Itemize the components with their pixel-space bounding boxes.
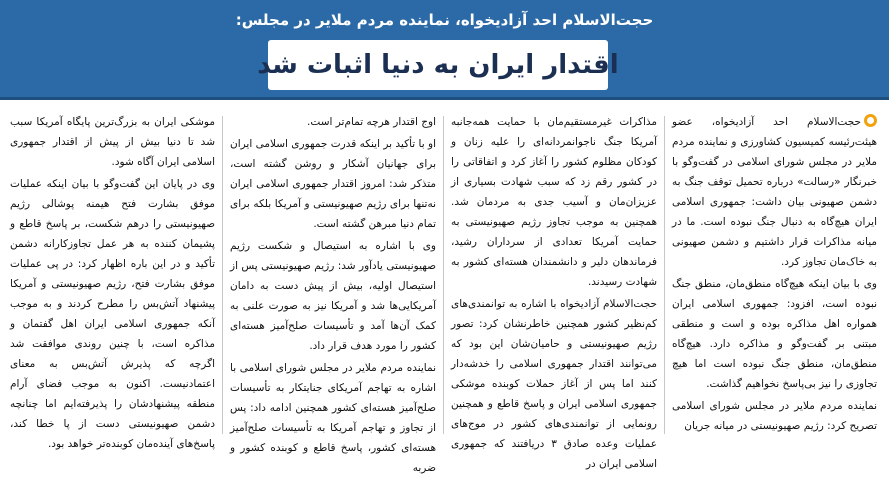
headline-banner: [0, 0, 889, 100]
column-3: [230, 112, 436, 474]
paragraph: [672, 112, 877, 272]
headline: اقتدار ایران به دنیا اثبات شد: [257, 50, 619, 80]
column-1: [672, 112, 877, 439]
paragraph: وی در پایان این گفت‌وگو با بیان اینکه عملیات موفق بشارت فتح هیمنه پوشالی رژیم صهیونیستی را درهم شکست، بر پاسخ قاطع و پشیمان کننده به هر عمل تجاوزکارانه دشمن تأکید و در این باره اظهار کرد: در پی عملیات موفق بشارت فتح، رژیم صهیونیستی و آمریکا پیشنهاد آتش‌بس را مطرح کردند و به موجب آنکه جمهوری اسلامی ایران اهل گفتمان و مذاکره است، با چنین روندی موافقت شد اگرچه که پذیرش آتش‌بس به معنای اعتمادنیست. اکنون به موجب فضای آرام منطقه پیشنهادشان را پذیرفته‌ایم اما چنانچه دشمن صهیونیستی دست از پا خطا کند، پاسخ‌های آینده‌مان کوبنده‌تر خواهد بود.: [10, 178, 215, 450]
column-divider: [664, 116, 665, 434]
column-2: [451, 112, 657, 470]
column-4: [10, 112, 215, 450]
kicker: حجت‌الاسلام احد آزادیخواه، نماینده مردم ملایر در مجلس:: [235, 11, 654, 29]
paragraph: اوج اقتدار هرچه تمام‌تر است.: [307, 116, 436, 128]
paragraph-text: حجت‌الاسلام احد آزادیخواه، عضو هیئت‌رئیسه کمیسیون کشاورزی و نماینده مردم ملایر در مجلس شورای اسلامی در گفت‌وگو با خبرنگار «رسالت» درباره تحمیل توقف جنگ به دشمن صهیونی بیان داشت: جمهوری اسلامی ایران هیچ‌گاه به دنبال جنگ نبوده است. ما در میانه مذاکرات قرار داشتیم و دشمن صهیونی به خاک‌مان تجاوز کرد.: [672, 116, 877, 268]
bullet-mark-icon: [864, 114, 877, 127]
paragraph: وی با اشاره به استیصال و شکست رژیم صهیونیستی یادآور شد: رژیم صهیونیستی پس از استیصال اولیه، بیش از پیش دست به دامان آمریکایی‌ها شد و آمریکا نیز به صورت علنی به کمک آن‌ها آمد و تأسیسات صلح‌آمیز هسته‌ای کشور را مورد هدف قرار داد.: [230, 240, 436, 352]
column-divider: [222, 116, 223, 434]
paragraph: حجت‌الاسلام آزادیخواه با اشاره به توانمندی‌های کم‌نظیر کشور همچنین خاطرنشان کرد: تصور رژیم صهیونیستی و حامیان‌شان این بود که می‌توانند اقتدار جمهوری اسلامی را خدشه‌دار کنند اما پس از آغاز حملات کوبنده موشکی جمهوری اسلامی ایران و پاسخ قاطع و همچنین رونمایی از توانمندی‌های کشور در موج‌های عملیات وعده صادق ۳ دریافتند که جمهوری اسلامی ایران در: [451, 298, 657, 470]
paragraph: وی با بیان اینکه هیچ‌گاه منطق‌مان، منطق جنگ نبوده است، افزود: جمهوری اسلامی ایران همواره اهل مذاکره بوده و است و منطقی مبتنی بر گفت‌وگو و مذاکره دارد. هیچ‌گاه منطق‌مان، منطق جنگ نبوده است اما هیچ تجاوزی را نیز بی‌پاسخ نخواهیم گذاشت.: [672, 278, 877, 390]
article-body: [0, 112, 889, 474]
paragraph: نماینده مردم ملایر در مجلس شورای اسلامی با اشاره به تهاجم آمریکای جنایتکار به تأسیسات صلح‌آمیز هسته‌ای کشور همچنین ادامه داد: پس از تجاوز و تهاجم آمریکا به تأسیسات صلح‌آمیز هسته‌ای کشور، پاسخ قاطع و کوبنده کشور و ضربه: [230, 362, 436, 474]
column-divider: [443, 116, 444, 434]
paragraph: مذاکرات غیرمستقیم‌مان با حمایت همه‌جانبه آمریکا جنگ ناجوانمردانه‌ای را علیه زنان و کودکان مظلوم کشور را آغاز کرد و اتفاقاتی را در کشور رقم زد که سبب شهادت بسیاری از عزیزان‌مان و آسیب جدی به مردمان شد. همچنین به موجب تجاوز رژیم صهیونیستی به حمایت آمریکا تعدادی از سرداران رشید، فرماندهان دلیر و دانشمندان هسته‌ای کشور به شهادت رسیدند.: [451, 116, 657, 288]
paragraph: موشکی ایران به بزرگ‌ترین پایگاه آمریکا سبب شد تا دنیا بیش از پیش از اقتدار جمهوری اسلامی ایران آگاه شود.: [10, 116, 215, 168]
headline-box: [257, 40, 619, 90]
paragraph: او با تأکید بر اینکه قدرت جمهوری اسلامی ایران برای جهانیان آشکار و روشن گشته است، متذکر شد: امروز اقتدار جمهوری اسلامی ایران نه‌تنها برای رژیم صهیونیستی و آمریکا بلکه برای تمام دنیا مبرهن گشته است.: [230, 138, 436, 230]
paragraph: نماینده مردم ملایر در مجلس شورای اسلامی تصریح کرد: رژیم صهیونیستی در میانه جریان: [672, 400, 877, 432]
